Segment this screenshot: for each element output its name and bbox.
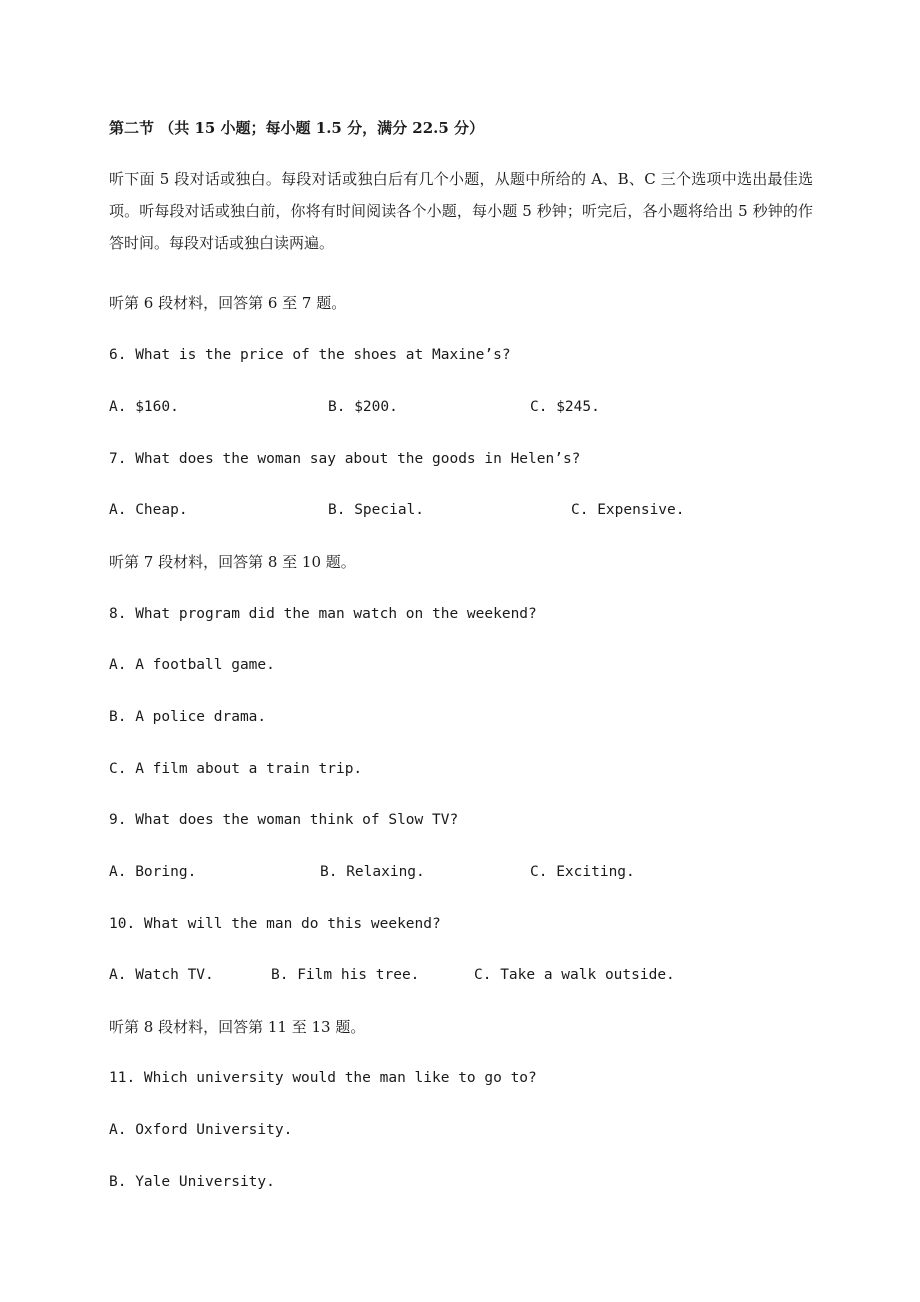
- q9-option-a: A. Boring.: [109, 864, 197, 880]
- q7-option-a: A. Cheap.: [109, 502, 188, 518]
- q8-option-b: B. A police drama.: [109, 709, 267, 725]
- q6-option-a: A. $160.: [109, 399, 179, 415]
- q8-option-c: C. A film about a train trip.: [109, 761, 363, 777]
- q6-option-c: C. $245.: [530, 399, 600, 415]
- q9-option-b: B. Relaxing.: [320, 864, 425, 880]
- question-11: 11. Which university would the man like to go to?: [109, 1070, 537, 1086]
- section-title: 第二节 （共 15 小题；每小题 1.5 分，满分 22.5 分）: [109, 119, 485, 137]
- q11-option-a: A. Oxford University.: [109, 1122, 293, 1138]
- question-9: 9. What does the woman think of Slow TV?: [109, 812, 459, 828]
- question-6: 6. What is the price of the shoes at Maxine’s?: [109, 347, 511, 363]
- q7-option-b: B. Special.: [328, 502, 425, 518]
- question-10: 10. What will the man do this weekend?: [109, 916, 441, 932]
- q10-option-c: C. Take a walk outside.: [474, 967, 675, 983]
- q9-option-c: C. Exciting.: [530, 864, 635, 880]
- q8-option-a: A. A football game.: [109, 657, 275, 673]
- material-8-heading: 听第 8 段材料，回答第 11 至 13 题。: [109, 1018, 366, 1036]
- material-7-heading: 听第 7 段材料，回答第 8 至 10 题。: [109, 553, 356, 571]
- q11-option-b: B. Yale University.: [109, 1174, 275, 1190]
- material-6-heading: 听第 6 段材料，回答第 6 至 7 题。: [109, 294, 347, 312]
- q10-option-a: A. Watch TV.: [109, 967, 214, 983]
- q10-option-b: B. Film his tree.: [271, 967, 420, 983]
- q6-option-b: B. $200.: [328, 399, 398, 415]
- question-7: 7. What does the woman say about the goods in Helen’s?: [109, 451, 581, 467]
- question-8: 8. What program did the man watch on the weekend?: [109, 606, 537, 622]
- q7-option-c: C. Expensive.: [571, 502, 685, 518]
- instructions-paragraph: 听下面 5 段对话或独白。每段对话或独白后有几个小题，从题中所给的 A、B、C 三个选项中选出最佳选项。听每段对话或独白前，你将有时间阅读各个小题，每小题 5 秒钟；听完后，各小题将给出 5 秒钟的作答时间。每段对话或独白读两遍。: [109, 170, 813, 252]
